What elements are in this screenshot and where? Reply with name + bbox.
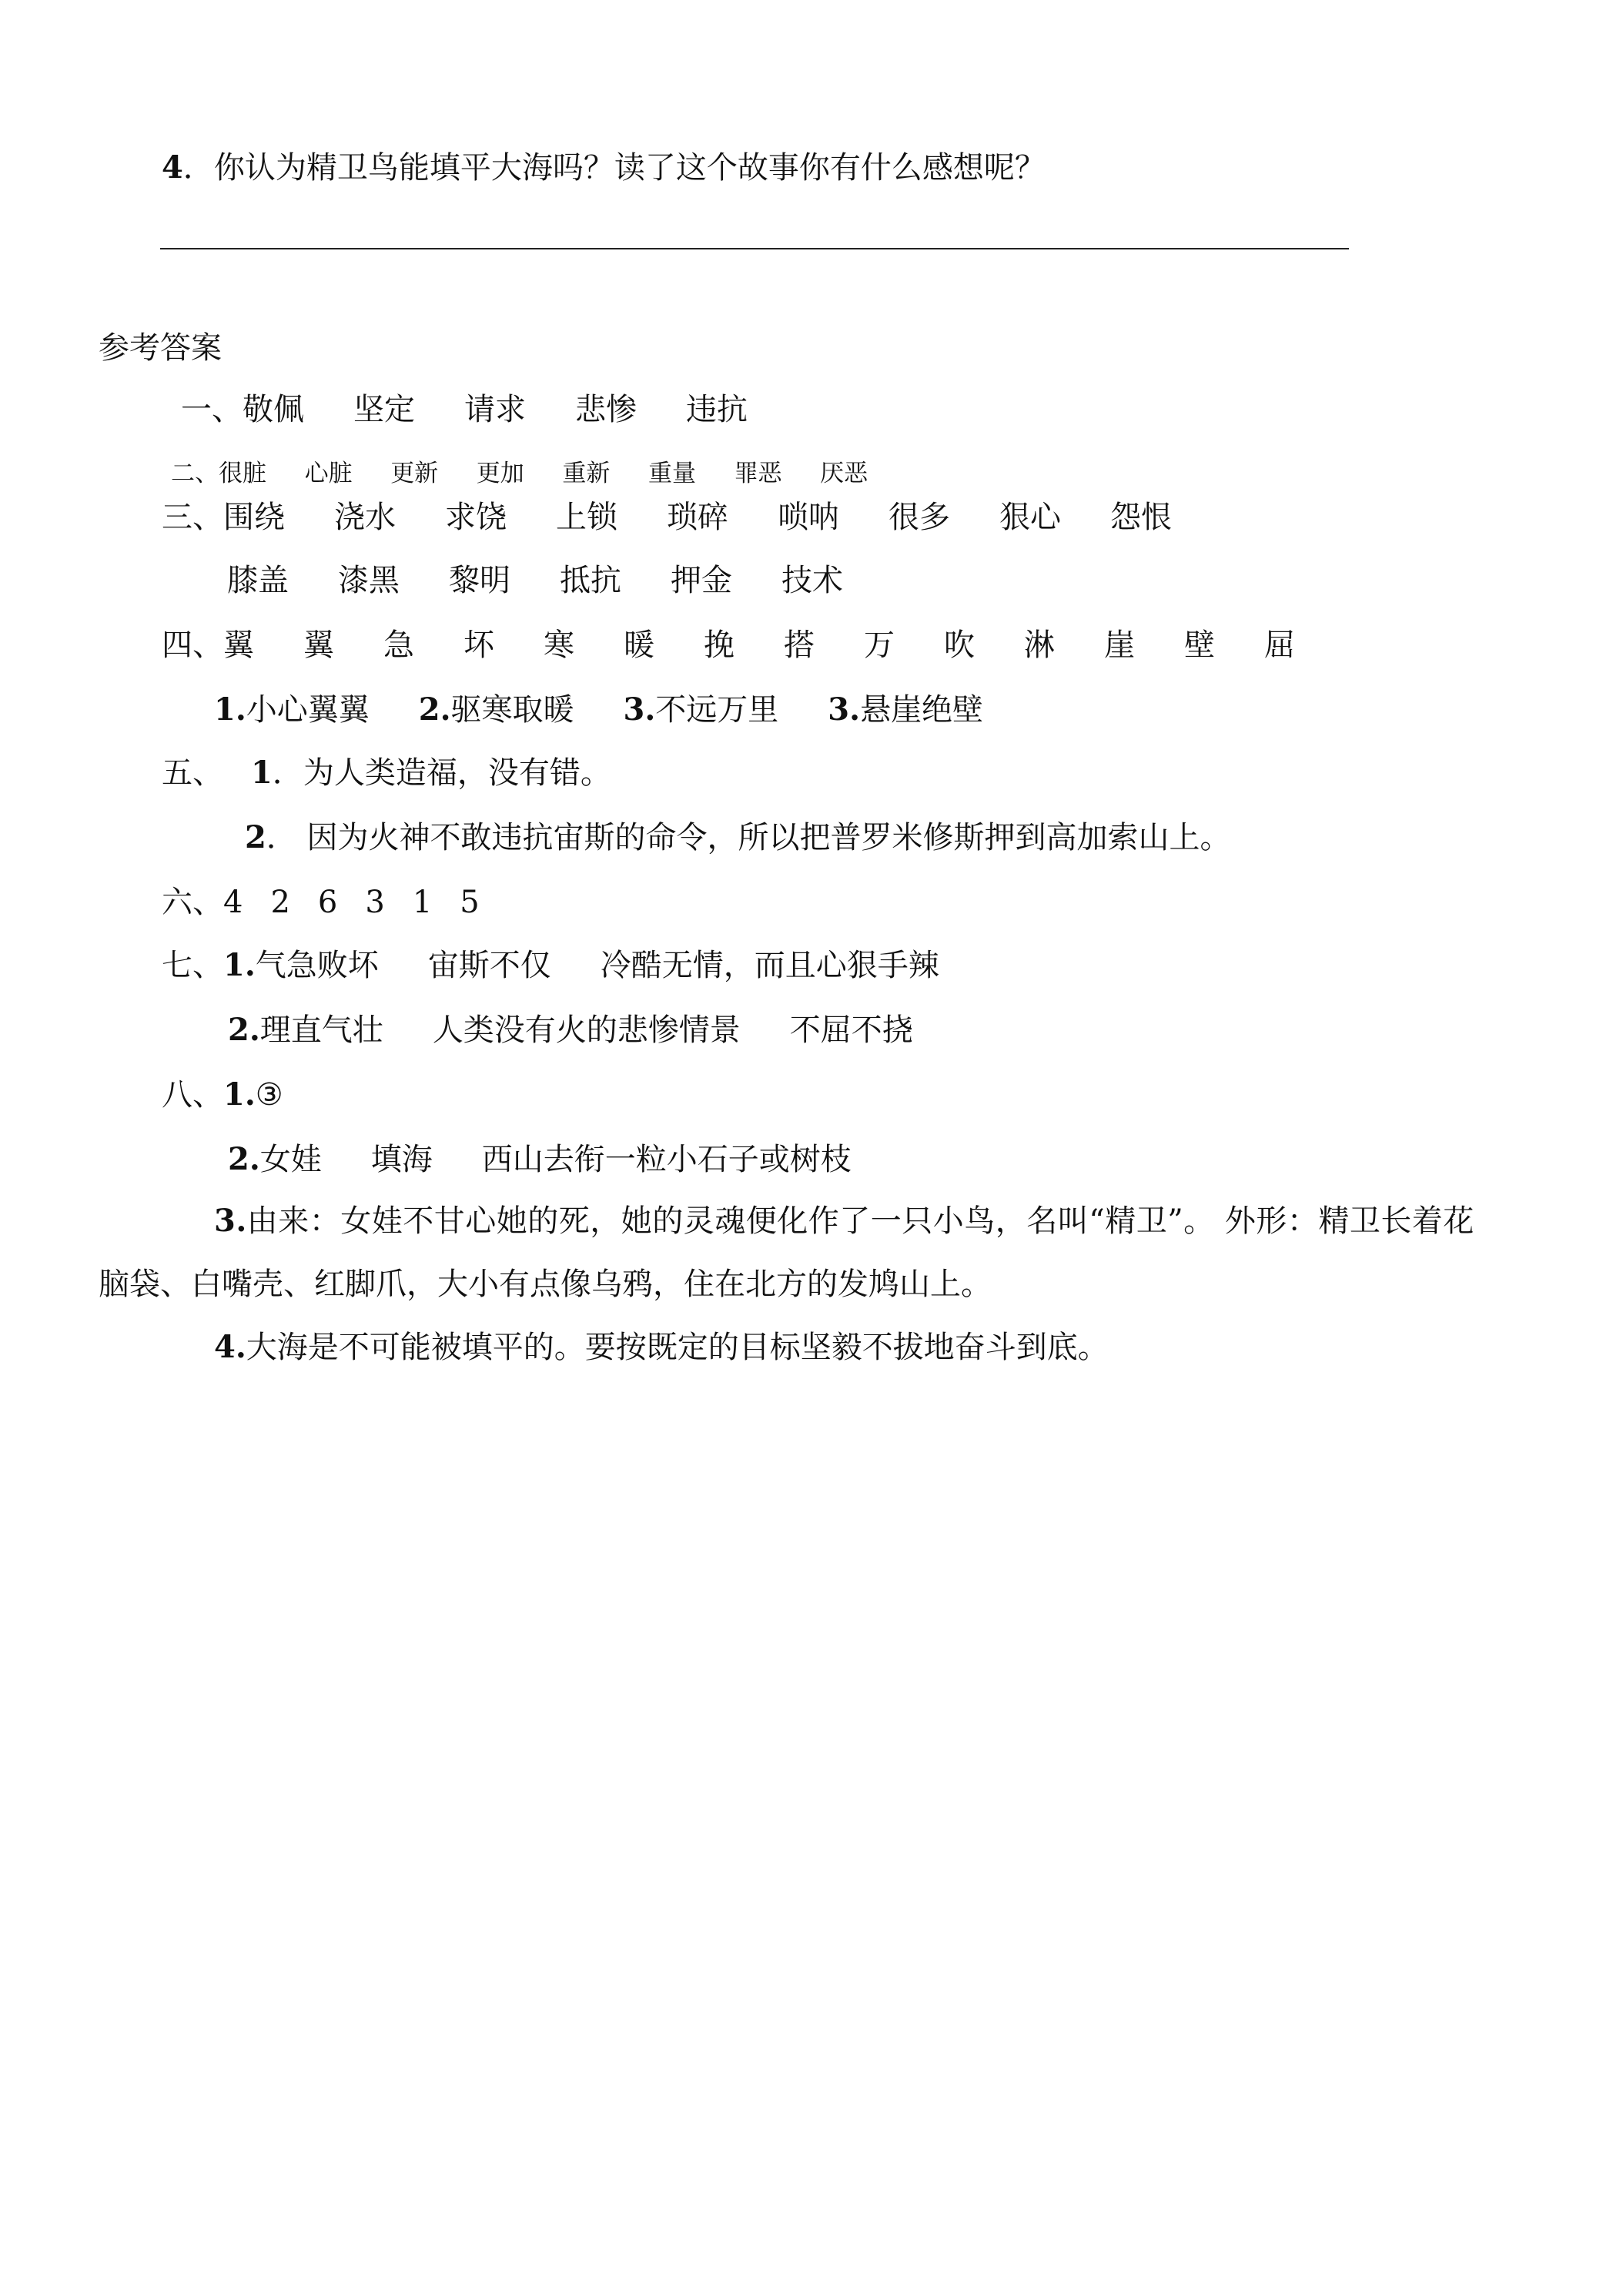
section-7-answer-2: 2.理直气壮 人类没有火的悲惨情景 不屈不挠	[228, 1012, 913, 1048]
section-4-chars: 四、翼 翼 急 坏 寒 暖 挽 搭 万 吹 淋 崖 壁 屈	[162, 628, 1295, 663]
section-label: 二、	[171, 460, 219, 487]
section-8-answer-2: 2.女娃 填海 西山去衔一粒小石子或树枝	[228, 1141, 852, 1177]
section-3-row-1: 三、围绕 浇水 求饶 上锁 琐碎 唢呐 很多 狠心 怨恨	[162, 500, 1172, 535]
section-label: 八、	[162, 1077, 223, 1113]
section-label: 七、	[162, 948, 223, 983]
section-2: 二、很脏 心脏 更新 更加 重新 重量 罪恶 厌恶	[171, 460, 868, 487]
section-label: 五、	[162, 755, 223, 791]
section-4-idioms: 1.小心翼翼 2.驱寒取暖 3.不远万里 3.悬崖绝壁	[214, 691, 984, 728]
section-8-answer-3-line-2: 脑袋、白嘴壳、红脚爪，大小有点像乌鸦，住在北方的发鸠山上。	[99, 1267, 992, 1302]
section-label: 四、	[162, 628, 223, 663]
section-1: 一、敬佩 坚定 请求 悲惨 违抗	[181, 392, 748, 427]
question-4: 4．你认为精卫鸟能填平大海吗？读了这个故事你有什么感想呢？	[162, 149, 1046, 186]
answers-title: 参考答案	[99, 330, 222, 366]
section-8-answer-4: 4.大海是不可能被填平的。要按既定的目标坚毅不拔地奋斗到底。	[214, 1329, 1109, 1365]
section-label: 一、	[181, 392, 243, 427]
section-5-answer-2: 2． 因为火神不敢违抗宙斯的命令，所以把普罗米修斯押到高加索山上。	[245, 819, 1231, 855]
section-3-row-2: 膝盖 漆黑 黎明 抵抗 押金 技术	[227, 563, 843, 598]
section-5-answer-1: 五、 1．为人类造福，没有错。	[162, 755, 611, 791]
question-number: 4	[162, 149, 183, 186]
section-label: 六、	[162, 885, 223, 920]
answer-blank-line	[160, 248, 1349, 249]
question-text: 你认为精卫鸟能填平大海吗？读了这个故事你有什么感想呢？	[213, 150, 1046, 186]
section-label: 三、	[162, 500, 223, 535]
section-8-answer-3-line-1: 3.由来：女娃不甘心她的死，她的灵魂便化作了一只小鸟，名叫“精卫”。 外形：精卫长着花	[214, 1203, 1474, 1239]
section-6: 六、4 2 6 3 1 5	[162, 885, 480, 920]
section-8-answer-1: 八、1.③	[162, 1076, 283, 1113]
section-7-answer-1: 七、1.气急败坏 宙斯不仅 冷酷无情，而且心狠手辣	[162, 947, 939, 983]
